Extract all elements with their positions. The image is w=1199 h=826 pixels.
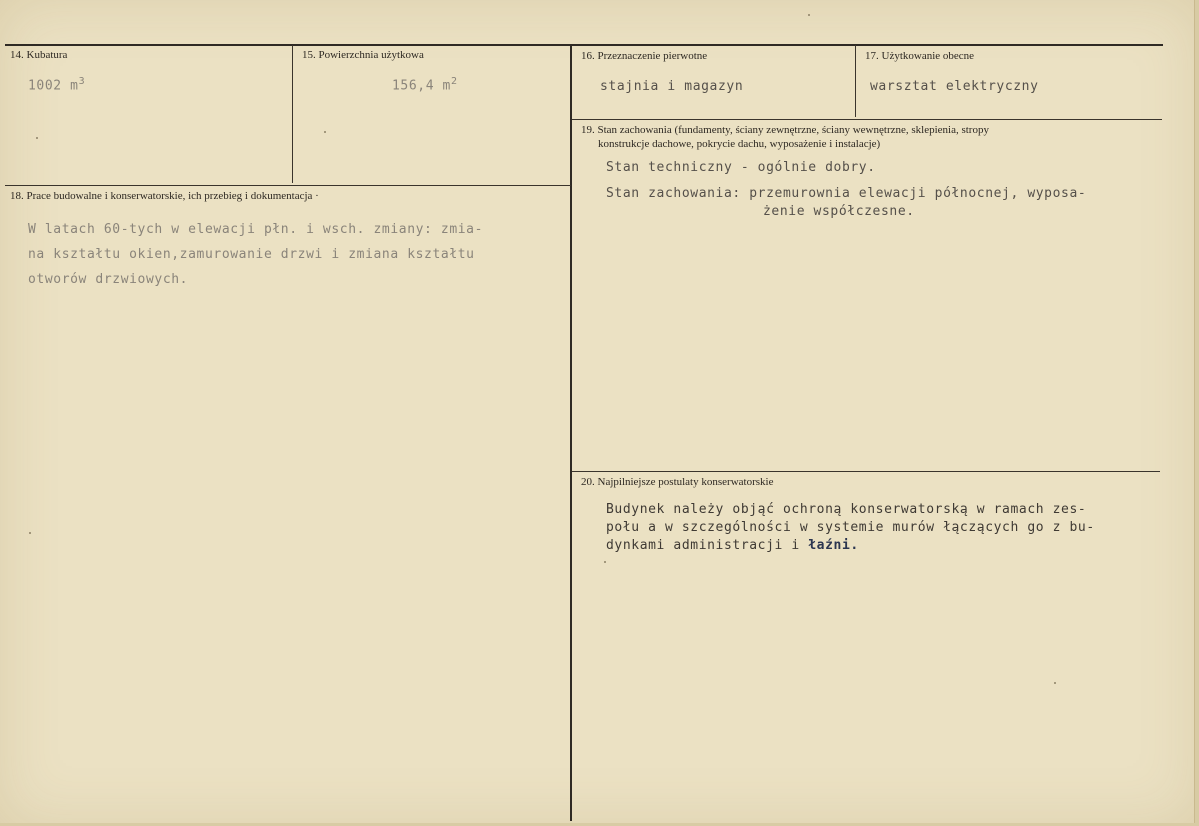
paper-speck [324,131,326,133]
label-kubatura: 14. Kubatura [10,49,68,61]
value-powierzchnia: 156,4 $m^2$ [392,76,458,94]
rule-above-20 [572,471,1160,472]
label-postulaty: 20. Najpilniejsze postulaty konserwatorskie [581,476,774,488]
rule-under-16-17 [572,119,1162,120]
label-powierzchnia: 15. Powierzchnia użytkowa [302,49,424,61]
paper-speck [604,561,606,563]
divider-16-17 [855,45,856,117]
prace-line-3: otworów drzwiowych. [28,272,189,287]
prace-line-2: na kształtu okien,zamurowanie drzwi i zmiana kształtu [28,247,475,262]
label-stan-zachowania-2: konstrukcje dachowe, pokrycie dachu, wyposażenie i instalacje) [598,138,881,150]
value-uzytkowanie: warsztat elektryczny [870,79,1039,94]
paper-speck [808,14,810,16]
card-right-edge [1194,0,1199,826]
prace-line-1: W latach 60-tych w elewacji płn. i wsch. zmiany: zmia- [28,222,484,237]
paper-speck [1054,682,1056,684]
stan-line-2: Stan zachowania: przemurownia elewacji północnej, wyposa- [606,186,1087,201]
label-prace: 18. Prace budowalne i konserwatorskie, ich przebieg i dokumentacja · [10,190,319,202]
value-przeznaczenie: stajnia i magazyn [600,79,744,94]
paper-speck [36,137,38,139]
postulaty-line-2: połu a w szczególności w systemie murów łączących go z bu- [606,520,1095,535]
divider-14-15 [292,45,293,183]
paper-speck [29,532,31,534]
stan-line-1: Stan techniczny - ogólnie dobry. [606,160,876,175]
postulaty-line-3: dynkami administracji i łaźni. [606,538,859,553]
label-przeznaczenie: 16. Przeznaczenie pierwotne [581,50,708,62]
label-uzytkowanie: 17. Użytkowanie obecne [865,50,975,62]
rule-above-18 [5,185,571,186]
divider-main [570,45,572,821]
value-kubatura: 1002 $m^3$ [28,76,86,94]
stan-line-3: żenie współczesne. [763,204,915,219]
label-stan-zachowania-1: 19. Stan zachowania (fundamenty, ściany zewnętrzne, ściany wewnętrzne, sklepienia, stropy [581,124,989,136]
top-rule [5,44,1163,46]
postulaty-line-1: Budynek należy objąć ochroną konserwatorską w ramach zes- [606,502,1087,517]
